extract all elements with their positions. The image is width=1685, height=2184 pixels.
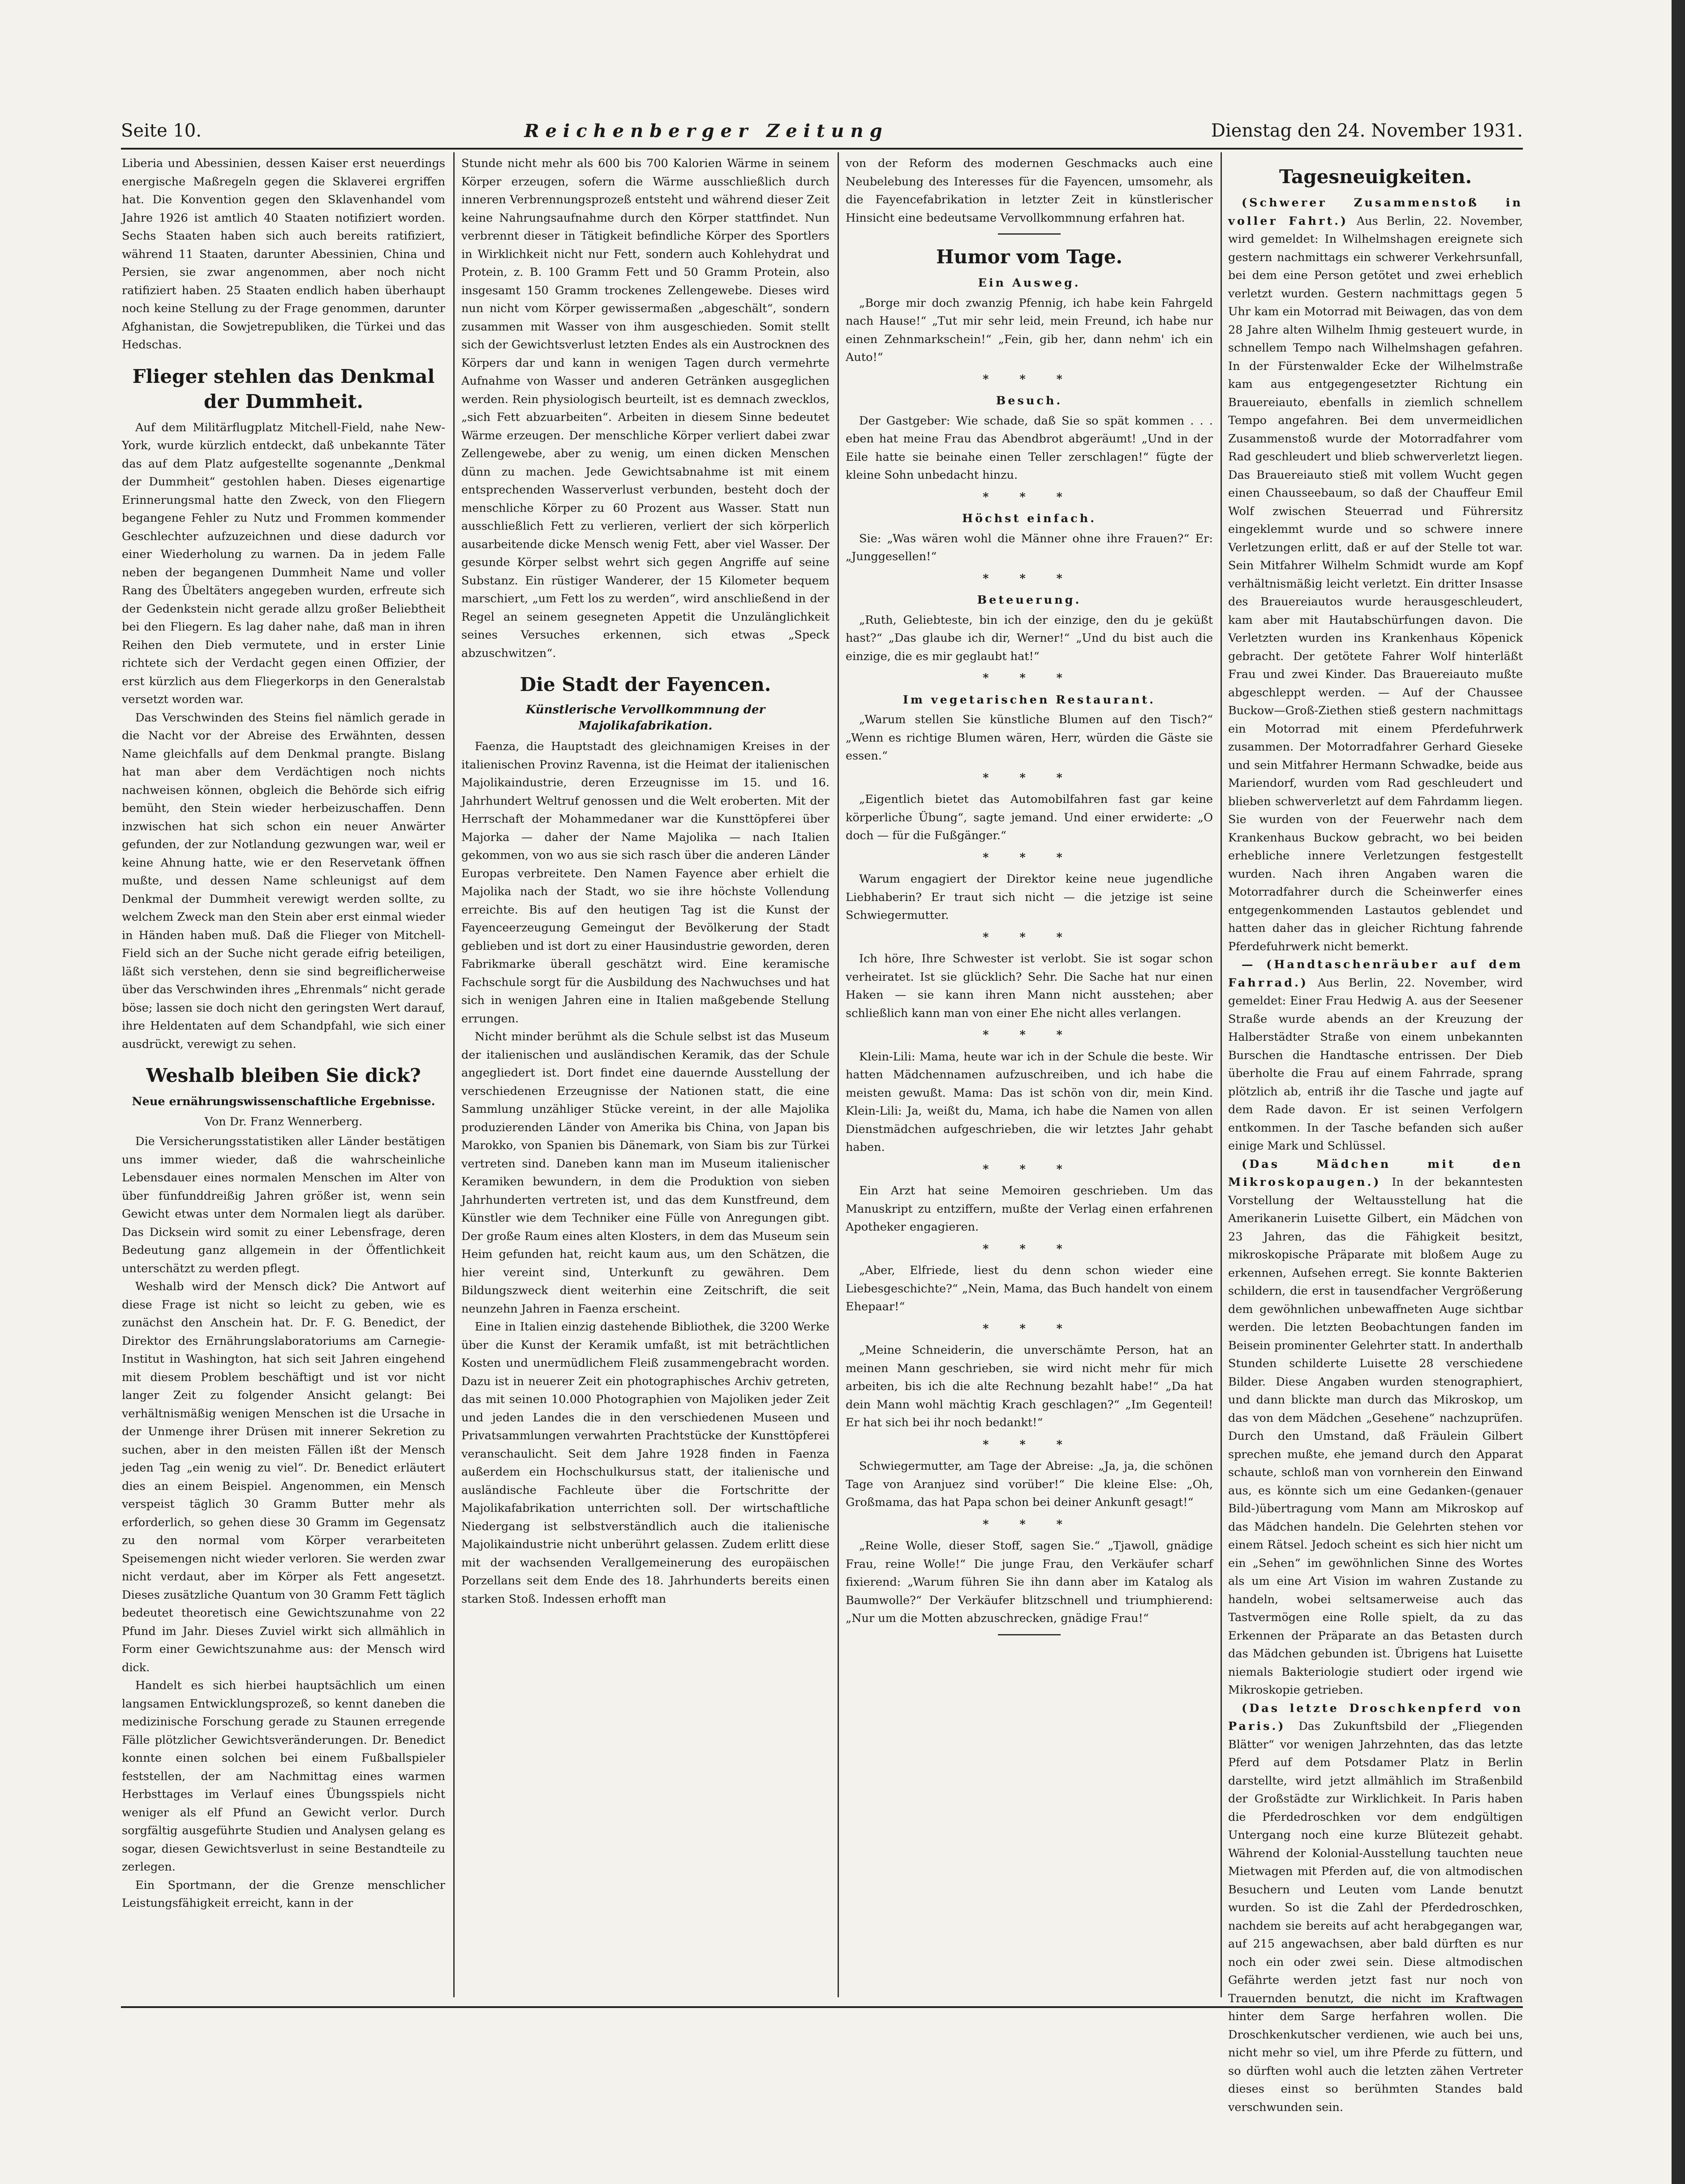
news-lead: — (Handtaschenräuber auf dem Fahrrad.) [1228, 958, 1523, 990]
news-text: Aus Berlin, 22. November, wird gemeldet: Einer Frau Hedwig A. aus der Seesener Straße wurde abends an der Kreuzung der Halberstädter Straße von einem unbekannten Burschen die Handtasche entrissen. Der Dieb überholte die Frau auf einem Fahrrade, sprang plötzlich ab, entriß ihr die Tasche und jagte auf dem Rade davon. Er ist seinen Verfolgern entkommen. In der Tasche befanden sich außer einige Mark und Schlüssel. [1228, 976, 1523, 1153]
joke-text: Schwiegermutter, am Tage der Abreise: „Ja, ja, die schönen Tage von Aranjuez sind vorüber!“ Die kleine Else: „Oh, Großmama, das hat Papa schon bei deiner Ankunft gesagt!“ [846, 1459, 1213, 1509]
article-continuation: von der Reform des modernen Geschmacks auch eine Neubelebung des Interesses für die Fayencen, umsomehr, als die Fayencefabrikation in letzter Zeit in künstlerischer Hinsicht eine bedeutsame Vervollkommnung erfahren hat. [846, 157, 1213, 225]
joke-separator: * * * [983, 1322, 1076, 1335]
page-header [121, 117, 1523, 144]
joke-text: Der Gastgeber: Wie schade, daß Sie so spät kommen . . . eben hat meine Frau das Abendbrot abgeräumt! „Und in der Eile hatte sie beinahe einen Teller zerschlagen!“ fügte der kleine Sohn unbedacht hinzu. [846, 414, 1213, 482]
news-text: Aus Berlin, 22. November, wird gemeldet: In Wilhelmshagen ereignete sich gestern nachmittags ein schwerer Verkehrsunfall, bei dem eine Person getötet und zwei erheblich verletzt wurden. Gestern nachmittags gegen 5 Uhr kam ein Motorrad mit Beiwagen, das von dem 28 Jahre alten Wilhelm Ihmig gesteuert wurde, in schnellem Tempo nach Wilhelmshagen gefahren. In der Fürstenwalder Ecke der Wilhelmstraße kam aus entgegengesetzter Richtung ein Brauereiauto, ebenfalls in ziemlich schnellem Tempo angefahren. Bei dem unvermeidlichen Zusammenstoß wurde der Motorradfahrer vom Rad geschleudert und blieb schwerverletzt liegen. Das Brauereiauto stieß mit vollem Wucht gegen einen Chausseebaum, so daß der Chauffeur Emil Wolf zwischen Steuerrad und Führersitz eingeklemmt wurde und so schwere innere Verletzungen erlitt, daß er auf der Stelle tot war. Sein Mitfahrer Wilhelm Schmidt wurde am Kopf verhältnismäßig leicht verletzt. Ein dritter Insasse des Brauereiautos wurde herausgeschleudert, kam aber mit Hautabschürfungen davon. Die Verletzten wurden ins Krankenhaus Köpenick gebracht. Der getötete Fahrer Wolf hinterläßt Frau und zwei Kinder. Das Brauereiauto mußte abgeschleppt werden. — Auf der Chaussee Buckow—Groß-Ziethen stieß gestern nachmittags ein Motorrad mit einem Pferdefuhrwerk zusammen. Der Motorradfahrer Gerhard Gieseke und sein Mitfahrer Hermann Schwadke, beide aus Mariendorf, wurden vom Rad geschleudert und blieben schwerverletzt auf dem Fahrdamm liegen. Sie wurden von der Feuerwehr nach dem Krankenhaus Buckow gebracht, wo bei beiden erhebliche innere Verletzungen festgestellt wurden. Nach ihren Angaben waren die Motorradfahrer durch die Scheinwerfer eines entgegenkommenden Lastautos geblendet und hatten daher das in gleicher Richtung fahrende Pferdefuhrwerk nicht bemerkt. [1228, 214, 1523, 953]
column-rule-3 [1221, 152, 1222, 1997]
joke-text: „Ruth, Geliebteste, bin ich der einzige, den du je geküßt hast?“ „Das glaube ich dir, Werner!“ „Und du bist auch die einzige, die es mir geglaubt hat!“ [846, 613, 1213, 663]
joke-text: Warum engagiert der Direktor keine neue jugendliche Liebhaberin? Er traut sich nicht — die jetzige ist seine Schwiegermutter. [846, 872, 1213, 922]
joke-separator: * * * [983, 1517, 1076, 1531]
joke-text: „Borge mir doch zwanzig Pfennig, ich habe kein Fahrgeld nach Hause!“ „Tut mir sehr leid, mein Freund, ich habe nur einen Zehnmarkschein!“ „Fein, gib her, dann nehm' ich ein Auto!“ [846, 296, 1213, 364]
article-subtitle: Neue ernährungswissenschaftliche Ergebnisse. [132, 1095, 435, 1108]
news-lead: (Das letzte Droschkenpferd von Paris.) [1228, 1701, 1523, 1733]
joke-separator: * * * [983, 1028, 1076, 1042]
joke-separator: * * * [983, 1437, 1076, 1451]
joke-separator: * * * [983, 490, 1076, 504]
joke-text: „Warum stellen Sie künstliche Blumen auf den Tisch?“ „Wenn es richtige Blumen wären, Herr, würden die Gäste sie essen.“ [846, 713, 1213, 763]
column-1 [122, 154, 445, 2004]
article-paragraph: Faenza, die Hauptstadt des gleichnamigen Kreises in der italienischen Provinz Ravenna, ist die Heimat der italienischen Majolikaindustrie, deren Erzeugnisse im 15. und 16. Jahrhundert Weltruf genossen und die Welt eroberten. Mit der Herrschaft der Mohammedaner war die Kunsttöpferei über Majorka — daher der Name Majolika — nach Italien gekommen, von wo aus sie sich rasch über die anderen Länder Europas verbreitete. Den Namen Fayence aber erhielt die Majolika nach der Stadt, wo sie ihre höchste Vollendung erreichte. Bis auf den heutigen Tag ist die Kunst der Fayenceerzeugung Gemeingut der Bevölkerung der Stadt geblieben und ist dort zu einer Hausindustrie geworden, deren Fabrikmarke überall geschätzt wird. Eine keramische Fachschule sorgt für die Ausbildung des Nachwuchses und hat sich in wenigen Jahren eine in Italien maßgebende Stellung errungen. [461, 740, 830, 1025]
joke-text: Ein Arzt hat seine Memoiren geschrieben. Um das Manuskript zu entziffern, mußte der Verlag einen erfahrenen Apotheker engagieren. [846, 1184, 1213, 1234]
joke-text: Sie: „Was wären wohl die Männer ohne ihre Frauen?“ Er: „Junggesellen!“ [846, 532, 1213, 563]
scan-edge [1672, 0, 1685, 2184]
article-paragraph: Das Verschwinden des Steins fiel nämlich gerade in die Nacht vor der Abreise des Erwähnten, dessen Name gleichfalls auf dem Denkmal prangte. Bislang hat man aber dem Verdächtigen noch nichts nachweisen können, obgleich die Behörde sich eifrig bemüht, den Stein wieder herbeizuschaffen. Denn inzwischen hat sich schon ein neuer Anwärter gefunden, der zur Notlandung gezwungen war, weil er keine Ahnung hatte, wie er den Reservetank öffnen mußte, und dessen Name schleunigst auf dem Denkmal der Dummheit verewigt werden sollte, zu welchem Zweck man den Stein aber erst einmal wieder in Händen haben muß. Daß die Flieger von Mitchell-Field sich an der Suche nicht gerade eifrig beteiligen, läßt sich verstehen, denn sie sind begreiflicherweise über das Verschwinden ihres „Ehrenmals“ nicht gerade böse; lassen sie doch nicht den geringsten Wert darauf, ihre Heldentaten auf dem Schandpfahl, wie sich einer ausdrückt, verewigt zu sehen. [122, 711, 445, 1051]
header-rule [121, 148, 1523, 150]
joke-title: Beteuerung. [977, 593, 1082, 607]
news-lead: (Das Mädchen mit den Mikroskopaugen.) [1228, 1157, 1523, 1189]
joke-title: Ein Ausweg. [978, 276, 1081, 290]
article-continuation: Liberia und Abessinien, dessen Kaiser erst neuerdings energische Maßregeln gegen die Sklaverei ergriffen hat. Die Konvention gegen den Sklavenhandel vom Jahre 1926 ist amtlich 40 Staaten notifiziert worden. Sechs Staaten haben sich auch bereits ratifiziert, während 11 Staaten, darunter Abessinien, China und Persien, sie zwar angenommen, aber noch nicht ratifiziert haben. 25 Staaten endlich haben überhaupt noch keine Stellung zu der Frage genommen, darunter Afghanistan, die Sowjetrepubliken, die Türkei und das Hedschas. [122, 157, 445, 352]
issue-date: Dienstag den 24. November 1931. [1211, 120, 1523, 141]
joke-separator: * * * [983, 372, 1076, 386]
news-lead: (Schwerer Zusammenstoß in voller Fahrt.) [1228, 196, 1523, 228]
article-continuation: Stunde nicht mehr als 600 bis 700 Kalorien Wärme in seinem Körper erzeugen, sofern die Wärme ausschließlich durch inneren Verbrennungsprozeß entsteht und während dieser Zeit keine Nahrungsaufnahme durch den Körper stattfindet. Nun verbrennt dieser in Tätigkeit befindliche Körper des Sportlers in Wirklichkeit nicht nur Fett, sondern auch Kohlehydrat und Protein, z. B. 100 Gramm Fett und 50 Gramm Protein, also insgesamt 150 Gramm trockenes Zellengewebe. Dieses wird nun nicht vom Körper gewissermaßen „abgeschält“, sondern zusammen mit Wasser von ihm ausgeschieden. Somit stellt sich der Gewichtsverlust letzten Endes als ein Austrocknen des Körpers dar und kann in wenigen Tagen durch vermehrte Aufnahme von Wasser und anderen Getränken ausgeglichen werden. Rein physiologisch beurteilt, ist es demnach zwecklos, „sich Fett abzuarbeiten“. Arbeiten in diesem Sinne bedeutet Wärme erzeugen. Der menschliche Körper verliert dabei zwar Zellengewebe, aber zu wenig, um einen dicken Menschen dünn zu machen. Jede Gewichtsabnahme ist mit einem entsprechenden Wasserverlust verbunden, besteht doch der menschliche Körper zu 60 Prozent aus Wasser. Statt nun ausschließlich Fett zu verlieren, verliert der sich körperlich ausarbeitende dicke Mensch wenig Fett, aber viel Wasser. Der gesunde Körper selbst wehrt sich gegen Angriffe auf seine Substanz. Ein rüstiger Wanderer, der 15 Kilometer bequem marschiert, „um Fett los zu werden“, wird anschließend in der Regel an seinem gesegneten Appetit die Unzulänglichkeit seines Versuches erkennen, sich etwas „Speck abzuschwitzen“. [461, 157, 830, 660]
column-2 [461, 154, 830, 2004]
column-rule-1 [453, 152, 455, 1997]
article-title: Weshalb bleiben Sie dick? [146, 1064, 421, 1086]
article-subtitle: Künstlerische Vervollkommnung der Majolikafabrikation. [525, 703, 765, 733]
joke-text: „Eigentlich bietet das Automobilfahren fast gar keine körperliche Übung“, sagte jemand. Und einer erwiderte: „O doch — für die Fußgänger.“ [846, 793, 1213, 842]
article-paragraph: Auf dem Militärflugplatz Mitchell-Field, nahe New-York, wurde kürzlich entdeckt, daß unbekannte Täter das auf dem Platz aufgestellte sogenannte „Denkmal der Dummheit“ gestohlen haben. Dieses eigenartige Erinnerungsmal hatte den Zweck, von den Fliegern begangene Fehler zu Nutz und Frommen kommender Geschlechter aufzuzeichnen und diese dadurch vor einer Wiederholung zu warnen. Da in jedem Falle neben der begangenen Dummheit Name und voller Rang des Übeltäters angegeben wurden, erfreute sich der Gedenkstein nicht gerade allzu großer Beliebtheit bei den Fliegern. Es lag daher nahe, daß man in ihren Reihen den Dieb vermutete, und in erster Linie richtete sich der Verdacht gegen einen Offizier, der erst kürzlich aus dem Fliegerkorps in den Generalstab versetzt worden war. [122, 420, 445, 706]
article-paragraph: Weshalb wird der Mensch dick? Die Antwort auf diese Frage ist nicht so leicht zu geben, wie es zunächst den Anschein hat. Dr. F. G. Benedict, der Direktor des Ernährungslaboratoriums am Carnegie-Institut in Washington, hat sich seit Jahren eingehend mit diesem Problem beschäftigt und ist vor nicht langer Zeit zu folgender Ansicht gelangt: Bei verhältnismäßig wenigen Menschen ist die Ursache in der Unmenge ihrer Drüsen mit innerer Sekretion zu suchen, aber in den meisten Fällen ißt der Mensch jeden Tag „ein wenig zu viel“. Dr. Benedict erläutert dies an einem Beispiel. Angenommen, ein Mensch verspeist täglich 30 Gramm Butter mehr als erforderlich, so gehen diese 30 Gramm im Gegensatz zu den normal vom Körper verarbeiteten Speisemengen nicht wieder verloren. Sie werden zwar nicht verdaut, aber im Körper als Fett angesetzt. Dieses zusätzliche Quantum von 30 Gramm Fett täglich bedeutet theoretisch eine Gewichtszunahme von 22 Pfund im Jahr. Dieses Zuviel wirkt sich allmählich in Form einer Gewichtszunahme aus: der Mensch wird dick. [122, 1280, 445, 1674]
joke-separator: * * * [983, 1242, 1076, 1256]
joke-separator: * * * [983, 1162, 1076, 1176]
column-3 [846, 154, 1213, 2004]
joke-separator: * * * [983, 671, 1076, 685]
joke-text: „Reine Wolle, dieser Stoff, sagen Sie.“ „Tjawoll, gnädige Frau, reine Wolle!“ Die junge Frau, den Verkäufer scharf fixierend: „Warum führen Sie ihn dann aber im Katalog als Baumwolle?“ Der Verkäufer blitzschnell und triumphierend: „Nur um die Motten abzuschrecken, gnädige Frau!“ [846, 1539, 1213, 1625]
section-title: Tagesneuigkeiten. [1279, 166, 1472, 188]
joke-separator: * * * [983, 930, 1076, 944]
article-paragraph: Die Versicherungsstatistiken aller Länder bestätigen uns immer wieder, daß die wahrscheinliche Lebensdauer eines normalen Menschen im Alter von über fünfunddreißig Jahren größer ist, wenn sein Gewicht etwas unter dem Normalen liegt als darüber. Das Dicksein wird somit zu einer Lebensfrage, deren Bedeutung ganz allgemein in der Öffentlichkeit unterschätzt zu werden pflegt. [122, 1135, 445, 1275]
section-divider [998, 1634, 1061, 1635]
joke-title: Besuch. [996, 394, 1063, 408]
joke-separator: * * * [983, 571, 1076, 585]
article-paragraph: Eine in Italien einzig dastehende Bibliothek, die 3200 Werke über die Kunst der Keramik umfaßt, ist mit beträchtlichen Kosten und unermüdlichem Fleiß zusammengebracht worden. Dazu ist in neuerer Zeit ein photographisches Archiv getreten, das mit seinen 10.000 Photographien von Majoliken jeder Zeit und jeden Landes die in den verschiedenen Museen und Privatsammlungen verwahrten Prachtstücke der Kunsttöpferei veranschaulicht. Seit dem Jahre 1928 finden in Faenza außerdem ein Hochschulkursus statt, der italienische und ausländische Fachleute über die Fortschritte der Majolikafabrikation unterrichten soll. Der wirtschaftliche Niedergang ist selbstverständlich auch die italienische Majolikaindustrie nicht unberührt gelassen. Zudem erlitt diese mit der wachsenden Verallgemeinerung des europäischen Porzellans seit dem Ende des 18. Jahrhunderts bereits einen starken Stoß. Indessen erhofft man [461, 1320, 830, 1606]
footer-rule [121, 2006, 1523, 2008]
article-byline: Von Dr. Franz Wennerberg. [204, 1115, 363, 1128]
news-text: Das Zukunftsbild der „Fliegenden Blätter“ vor wenigen Jahrzehnten, das das letzte Pferd auf dem Potsdamer Platz in Berlin darstellte, wird jetzt allmählich im Straßenbild der Großstädte zur Wirklichkeit. In Paris haben die Pferdedroschken vor dem endgültigen Untergang noch eine kurze Blütezeit gehabt. Während der Kolonial-Ausstellung tauchten neue Mietwagen mit Pferden auf, die von altmodischen Besuchern und Leuten vom Lande benutzt wurden. So ist die Zahl der Pferdedroschken, nachdem sie bereits auf acht herabgegangen war, auf 215 angewachsen, aber bald dürften es nur noch ein oder zwei sein. Diese altmodischen Gefährte werden jetzt fast nur noch von Trauernden benutzt, die nicht im Kraftwagen hinter dem Sarge herfahren wollen. Die Droschkenkutscher verdienen, wie auch bei uns, nicht mehr so viel, um ihre Pferde zu füttern, und so dürften wohl auch die letzten zähen Vertreter dieses einst so berühmten Standes bald verschwunden sein. [1228, 1720, 1523, 2114]
article-title: Die Stadt der Fayencen. [520, 674, 771, 695]
joke-title: Höchst einfach. [962, 512, 1097, 525]
column-4 [1228, 154, 1523, 2114]
joke-separator: * * * [983, 771, 1076, 785]
joke-title: Im vegetarischen Restaurant. [903, 693, 1156, 707]
article-title: Flieger stehlen das Denkmal der Dummheit. [132, 365, 435, 412]
joke-text: Klein-Lili: Mama, heute war ich in der Schule die beste. Wir hatten Mädchennamen aufzuschreiben, und ich habe die meisten gewußt. Mama: Das ist schön von dir, mein Kind. Klein-Lili: Ja, weißt du, Mama, ich habe die Namen von allen Dienstmädchen aufgeschrieben, die wir letztes Jahr gehabt haben. [846, 1050, 1213, 1154]
newspaper-title: Reichenberger Zeitung [524, 120, 889, 142]
joke-text: „Aber, Elfriede, liest du denn schon wieder eine Liebesgeschichte?“ „Nein, Mama, das Buch handelt von einem Ehepaar!“ [846, 1264, 1213, 1313]
column-rule-2 [838, 152, 839, 1997]
article-paragraph: Ein Sportmann, der die Grenze menschlicher Leistungsfähigkeit erreicht, kann in der [122, 1878, 445, 1910]
page-number: Seite 10. [121, 120, 202, 141]
article-paragraph: Nicht minder berühmt als die Schule selbst ist das Museum der italienischen und ausländischen Keramik, das der Schule angegliedert ist. Dort findet eine dauernde Ausstellung der verschiedenen Erzeugnisse der Nationen statt, die eine Sammlung unzähliger Stücke vereint, in der alle Majolika produzierenden Länder von Amerika bis China, von Japan bis Marokko, von Spanien bis Dänemark, von Siam bis zur Türkei vertreten sind. Daneben kann man im Museum italienischer Keramiken bewundern, in dem die Produktion von sieben Jahrhunderten vertreten ist, und das dem Kunstfreund, dem Künstler wie dem Techniker eine Fülle von Anregungen gibt. Der große Raum eines alten Klosters, in dem das Museum sein Heim gefunden hat, reicht kaum aus, um den Schätzen, die hier vereint sind, Unterkunft zu gewähren. Dem Bildungszweck dient weiterhin eine Zeitschrift, die seit neunzehn Jahren in Faenza erscheint. [461, 1030, 830, 1316]
joke-text: Ich höre, Ihre Schwester ist verlobt. Sie ist sogar schon verheiratet. Ist sie glücklich? Sehr. Die Sache hat nur einen Haken — sie kann ihren Mann nicht ausstehen; aber schließlich kann man von einer Ehe nicht alles verlangen. [846, 952, 1213, 1020]
joke-text: „Meine Schneiderin, die unverschämte Person, hat an meinen Mann geschrieben, sie wird nicht mehr für mich arbeiten, bis ich die alte Rechnung bezahlt habe!“ „Da hat dein Mann wohl mächtig Krach geschlagen?“ „Im Gegenteil! Er hat sich bei ihr noch bedankt!“ [846, 1343, 1213, 1429]
article-paragraph: Handelt es sich hierbei hauptsächlich um einen langsamen Entwicklungsprozeß, so kennt daneben die medizinische Forschung gerade zu Staunen erregende Fälle plötzlicher Gewichtsveränderungen. Dr. Benedict konnte einen solchen bei einem Fußballspieler feststellen, der am Nachmittag eines warmen Herbsttages im Verlauf eines Übungsspiels nicht weniger als elf Pfund an Gewicht verlor. Durch sorgfältig ausgeführte Studien und Analysen gelang es sogar, diesen Gewichtsverlust in seine Bestandteile zu zerlegen. [122, 1679, 445, 1874]
section-title: Humor vom Tage. [936, 246, 1123, 268]
section-divider [998, 233, 1061, 235]
joke-separator: * * * [983, 850, 1076, 864]
news-text: In der bekanntesten Vorstellung der Weltausstellung hat die Amerikanerin Luisette Gilbert, ein Mädchen von 23 Jahren, das die Fähigkeit besitzt, mikroskopische Präparate mit bloßem Auge zu erkennen, Aufsehen erregt. Sie konnte Bakterien schildern, die erst in tausendfacher Vergrößerung dem gewöhnlichen unbewaffneten Auge sichtbar werden. Die letzten Beobachtungen fanden im Beisein prominenter Gelehrter statt. In anderthalb Stunden schilderte Luisette 28 verschiedene Bilder. Diese Angaben wurden stenographiert, und dann blickte man durch das Mikroskop, um das von dem Mädchen „Gesehene“ nachzuprüfen. Durch den Umstand, daß Fräulein Gilbert sprechen mußte, ehe jemand durch den Apparat schaute, schloß man von vornherein den Einwand aus, es könnte sich um eine Gedanken-(genauer Bild-)übertragung vom Mann am Mikroskop auf das Mädchen handeln. Die Gelehrten stehen vor einem Rätsel. Jedoch scheint es sich hier nicht um ein „Sehen“ im gewöhnlichen Sinne des Wortes als um eine Art Vision im wahren Zustande zu handeln, wobei seltsamerweise auch das Tastvermögen eine Rolle spielt, da zu das Erkennen der Präparate an das Betasten durch das Mädchen gebunden ist. Übrigens hat Luisette niemals Bakteriologie studiert oder irgend wie Mikroskopie getrieben. [1228, 1176, 1523, 1697]
